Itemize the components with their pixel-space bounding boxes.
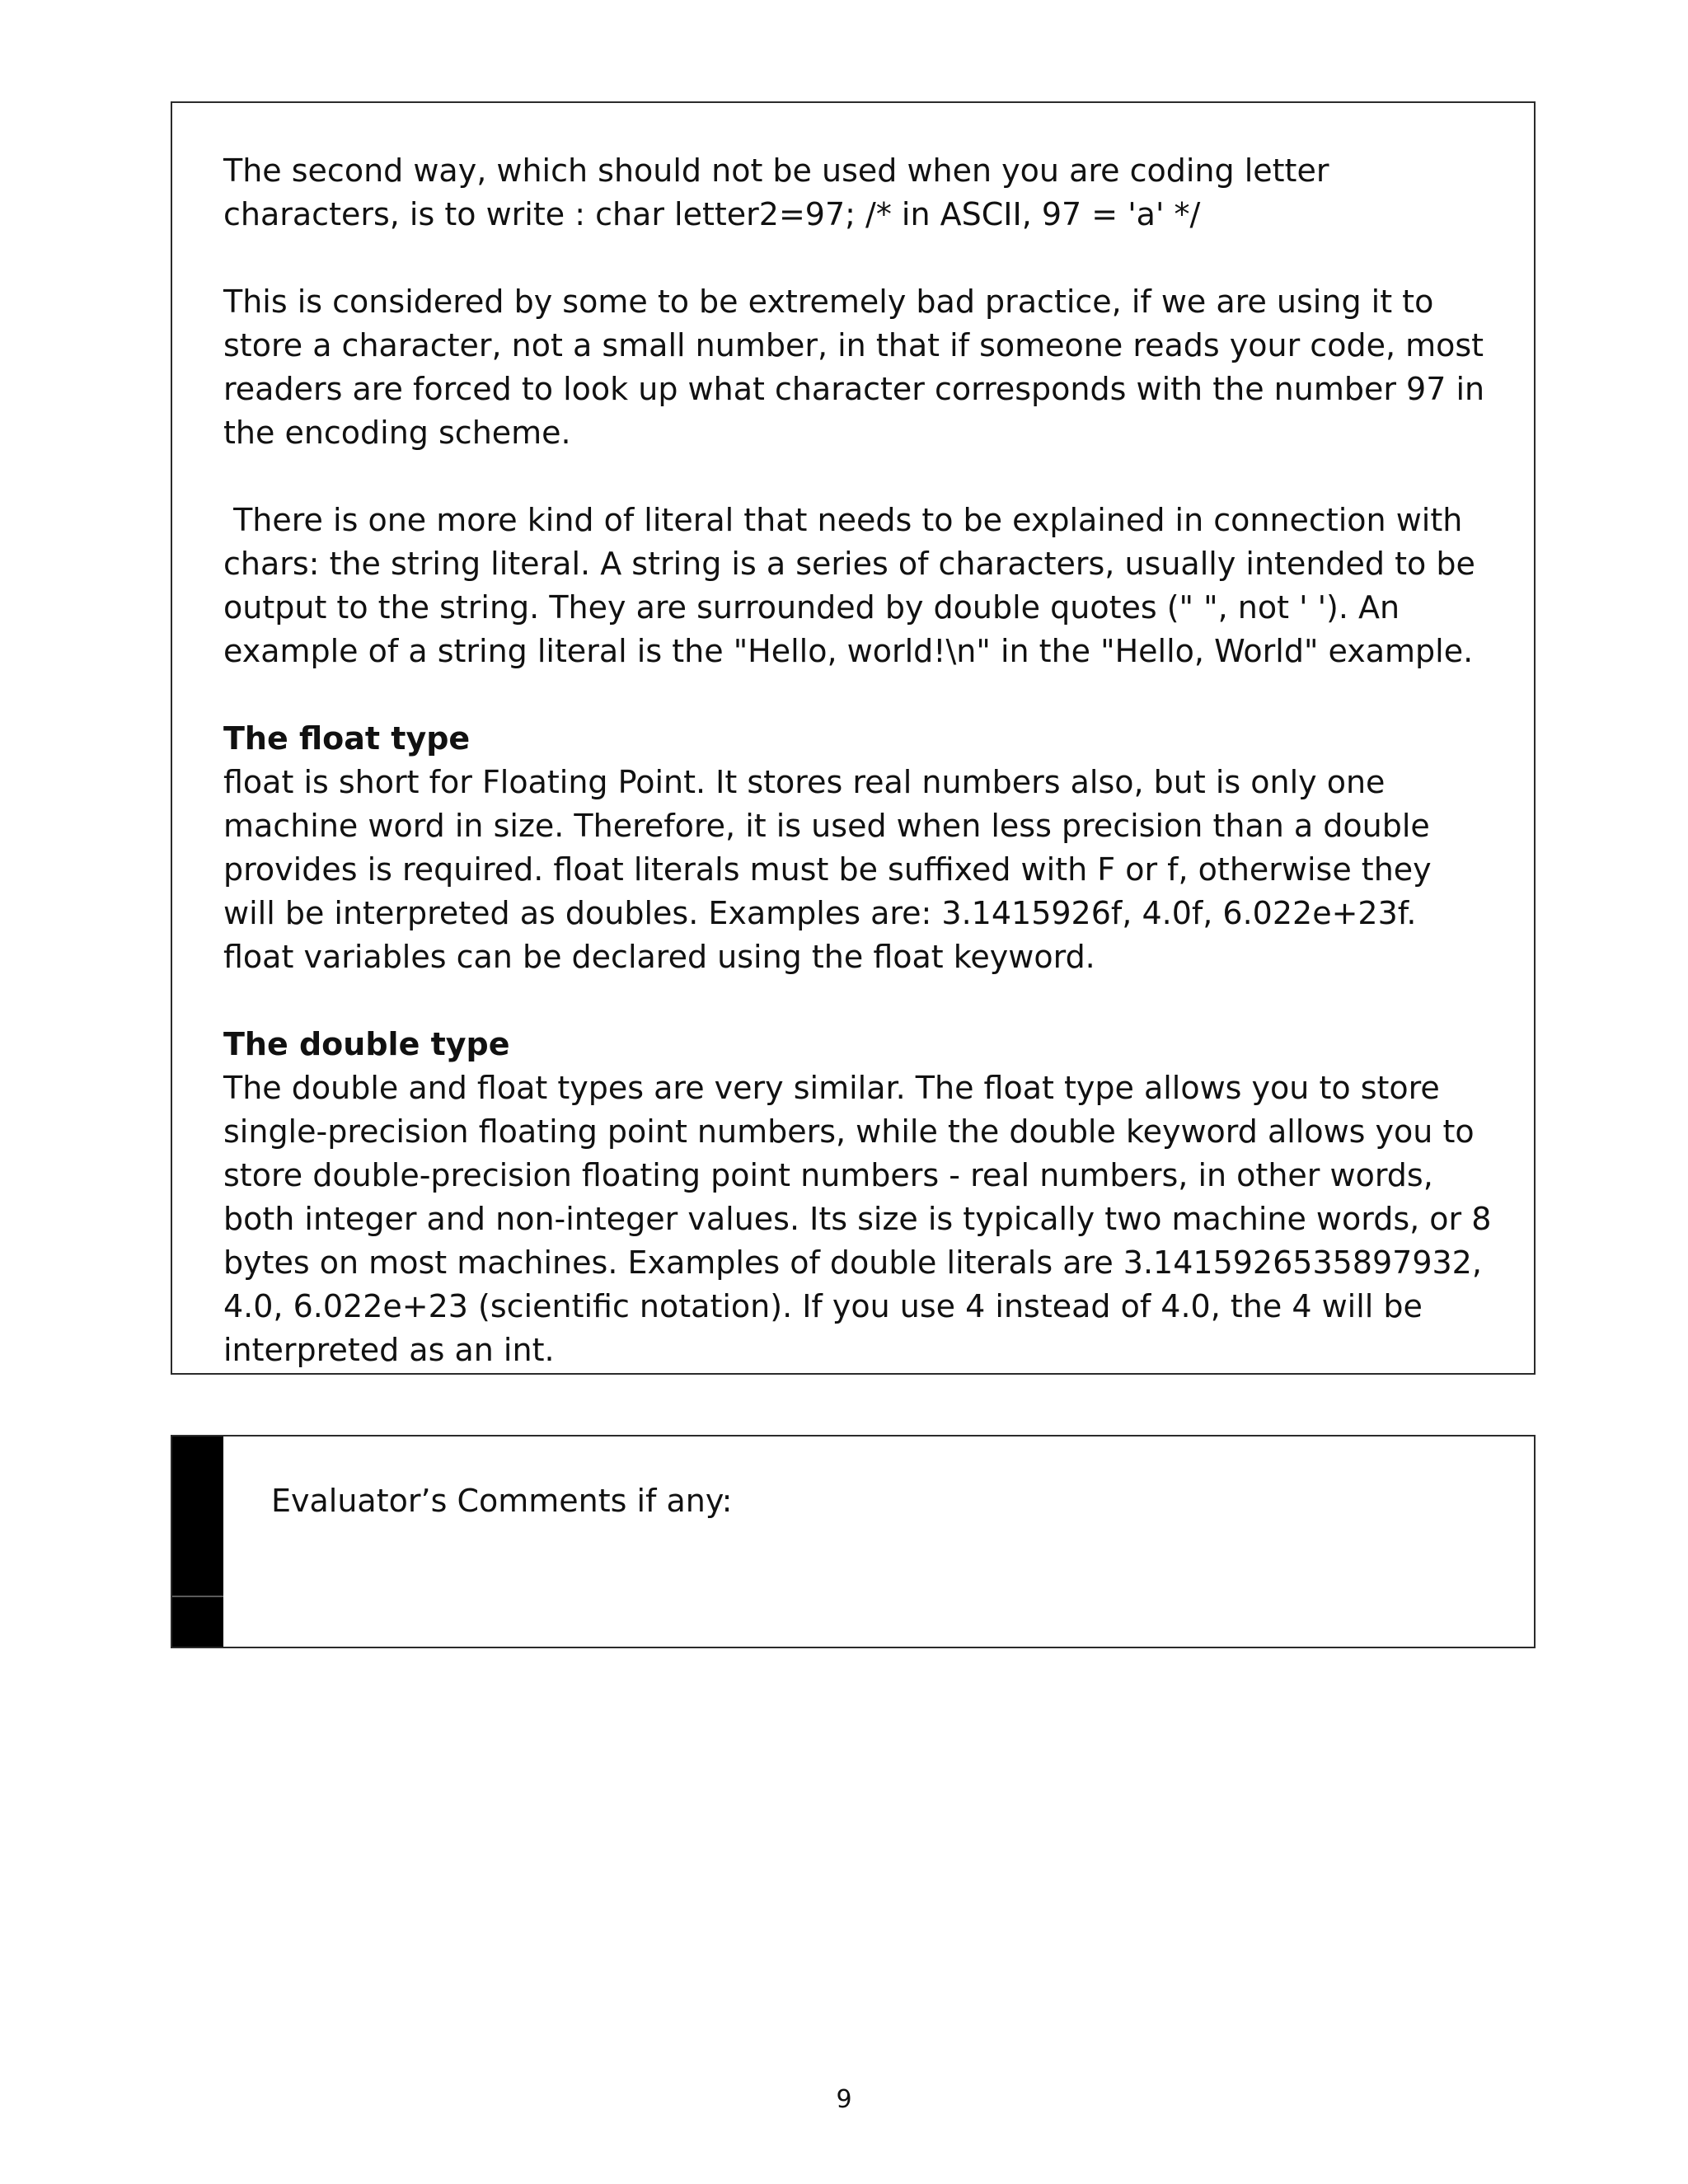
double-body: The double and float types are very similar. The float type allows you to store single-precision floating point numbers, while the double keyword allows you to store double-precision floating point numbers - real numbers, in other words, both integer and non-integer values. Its size is typically two machine words, or 8 bytes on most machines. Examples of double literals are 3.1415926535897932, 4.0, 6.022e+23 (scientific notation). If you use 4 instead of 4.0, the 4 will be interpreted as an int. [223, 1070, 1492, 1368]
paragraph-char-assignment: The second way, which should not be used when you are coding letter characters, is to write : char letter2=97; /* in ASCII, 97 = 'a' */ [223, 152, 1339, 232]
content-text [223, 149, 1493, 1372]
evaluator-side-bar [172, 1436, 223, 1647]
evaluator-comments-box [171, 1435, 1536, 1648]
paragraph-string-literal: There is one more kind of literal that needs to be explained in connection with chars: the string literal. A string is a series of characters, usually intended to be output to the string. They are surrounded by double quotes (" ", not ' '). An example of a string literal is the "Hello, world!\n" in the "Hello, World" example. [223, 502, 1485, 669]
page-number: 9 [836, 2085, 852, 2114]
float-body: float is short for Floating Point. It stores real numbers also, but is only one machine word in size. Therefore, it is used when less precision than a double provides is required. float literals must be suffixed with F or f, otherwise they will be interpreted as doubles. Examples are: 3.1415926f, 4.0f, 6.022e+23f. float variables can be declared using the float keyword. [223, 764, 1432, 975]
float-section [223, 717, 1493, 979]
double-section [223, 1023, 1493, 1372]
content-box [171, 101, 1536, 1375]
paragraph-bad-practice: This is considered by some to be extremely bad practice, if we are using it to store a character, not a small number, in that if someone reads your code, most readers are forced to look up what character corresponds with the number 97 in the encoding scheme. [223, 284, 1495, 451]
float-heading: The float type [223, 720, 471, 757]
evaluator-comments-label: Evaluator’s Comments if any: [271, 1483, 733, 1519]
evaluator-side-bar-divider [172, 1596, 223, 1597]
double-heading: The double type [223, 1026, 510, 1062]
